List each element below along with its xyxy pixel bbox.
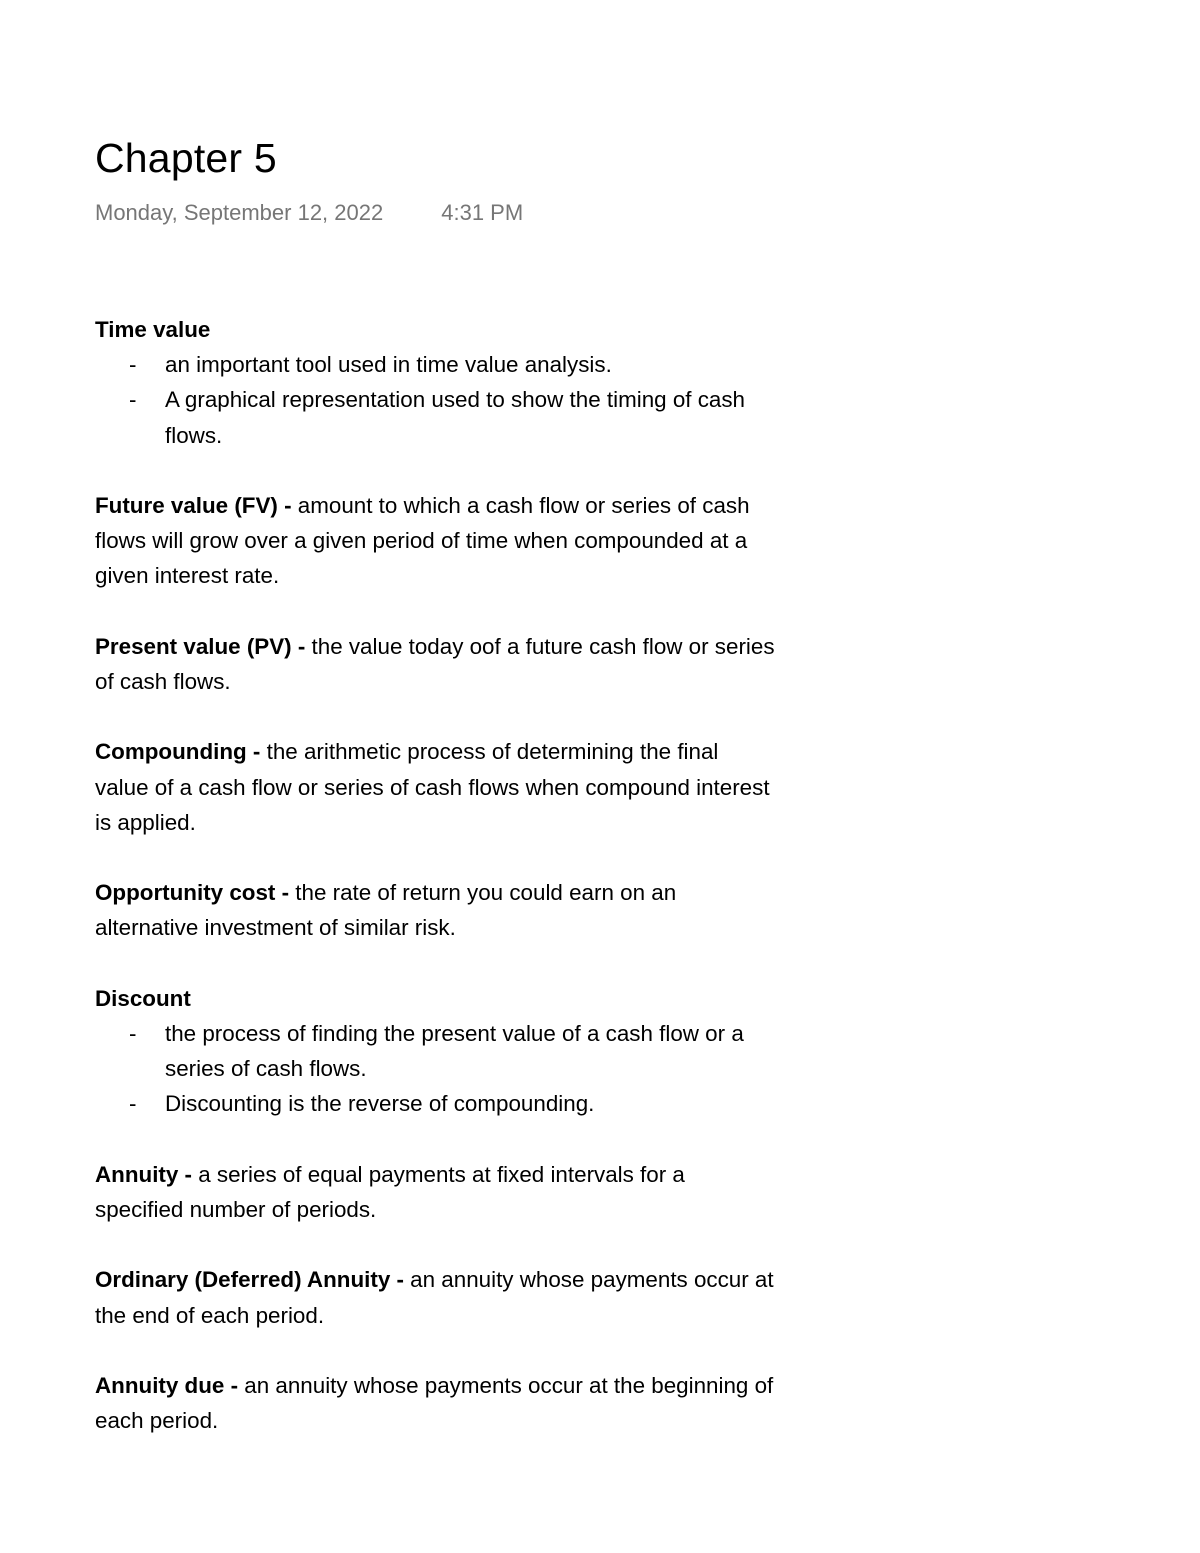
- note-timestamp: [95, 198, 795, 228]
- list-item-text: Discounting is the reverse of compounding.: [165, 1091, 595, 1117]
- note-date: Monday, September 12, 2022: [95, 200, 384, 225]
- list-item-text: A graphical representation used to show the timing of cash flows.: [165, 387, 746, 448]
- dash-bullet: -: [129, 387, 137, 413]
- definition: amount to which a cash flow or series of cash flows will grow over a given period of time when compounded at a given interest rate.: [95, 493, 750, 589]
- definition: an annuity whose payments occur at the beginning of each period.: [95, 1372, 774, 1434]
- dash-bullet: -: [129, 1091, 137, 1117]
- definition-present-value: [95, 629, 775, 699]
- definition-future-value: [95, 488, 775, 594]
- list-item: [95, 347, 775, 382]
- term: Compounding -: [95, 739, 261, 765]
- definition-annuity: [95, 1157, 775, 1227]
- list-item-text: an important tool used in time value analysis.: [165, 352, 612, 378]
- definition: a series of equal payments at fixed intervals for a specified number of periods.: [95, 1161, 685, 1222]
- section-heading: Discount: [95, 985, 191, 1011]
- list-item-text: the process of finding the present value of a cash flow or a series of cash flows.: [165, 1020, 744, 1082]
- section-heading: Time value: [95, 317, 211, 342]
- definition: an annuity whose payments occur at the end of each period.: [95, 1267, 774, 1328]
- term: Opportunity cost -: [95, 880, 290, 906]
- definition: the arithmetic process of determining the final value of a cash flow or series of cash flows when compound interest is applied.: [95, 739, 770, 835]
- dash-bullet: -: [129, 352, 137, 378]
- term: Annuity due -: [95, 1372, 239, 1398]
- note-body: [95, 312, 775, 1438]
- dash-bullet: -: [129, 1020, 137, 1046]
- section-time-value: [95, 312, 775, 453]
- list-item: [95, 1086, 775, 1121]
- definition-ordinary-annuity: [95, 1262, 775, 1332]
- note-time: 4:31 PM: [441, 200, 524, 225]
- term: Future value (FV) -: [95, 493, 292, 518]
- page-title: Chapter 5: [95, 135, 277, 181]
- definition-compounding: [95, 734, 775, 840]
- note-page: [95, 132, 795, 1474]
- term: Present value (PV) -: [95, 633, 306, 659]
- list-item: [95, 382, 775, 452]
- section-discount: [95, 981, 775, 1122]
- list-item: [95, 1016, 775, 1086]
- definition-opportunity-cost: [95, 875, 775, 945]
- bullet-list: [95, 347, 775, 453]
- definition: the rate of return you could earn on an alternative investment of similar risk.: [95, 880, 677, 941]
- bullet-list: [95, 1016, 775, 1122]
- term: Ordinary (Deferred) Annuity -: [95, 1267, 404, 1293]
- definition-annuity-due: [95, 1368, 775, 1438]
- term: Annuity -: [95, 1161, 193, 1187]
- definition: the value today oof a future cash flow or series of cash flows.: [95, 633, 775, 694]
